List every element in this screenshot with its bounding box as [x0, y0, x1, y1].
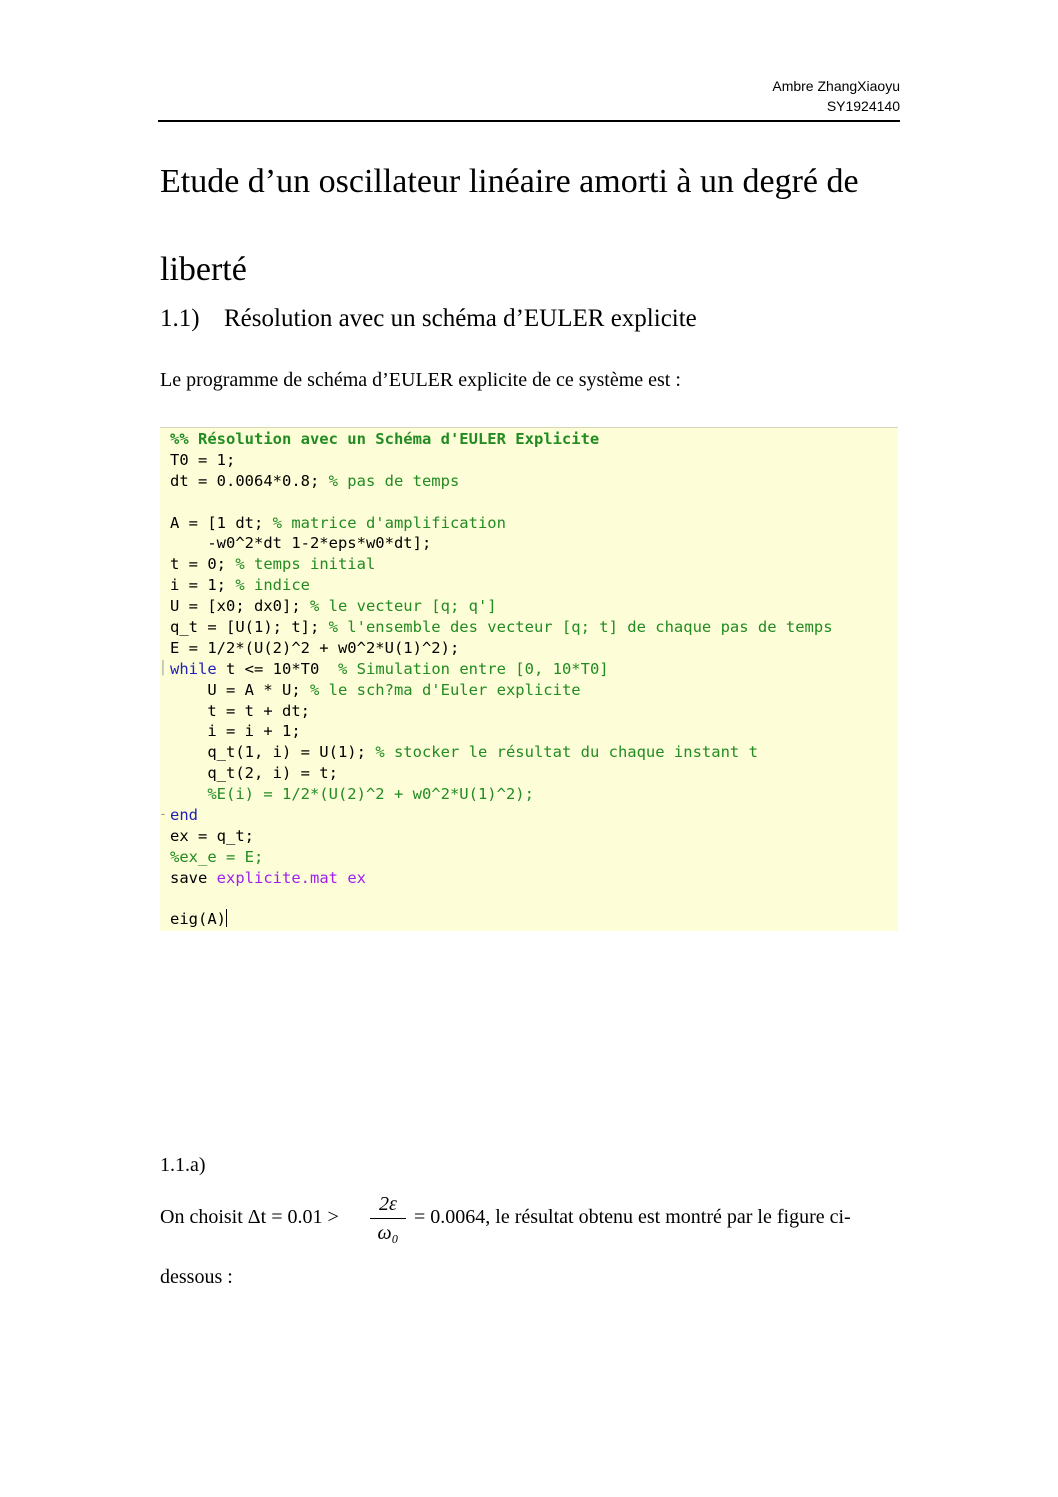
code-token: %E(i) = 1/2*(U(2)^2 + w0^2*U(1)^2); [170, 785, 534, 804]
student-id: SY1924140 [826, 98, 900, 114]
author-name: Ambre ZhangXiaoyu [772, 78, 900, 94]
code-token: i = 1; [170, 576, 236, 595]
code-token: % temps initial [235, 555, 376, 574]
code-token: %% Résolution avec un Schéma d'EULER Explicite [170, 430, 600, 448]
code-token: % l'ensemble des vecteur [q; t] de chaque pas de temps [328, 618, 833, 637]
code-token: ex = q_t; [170, 826, 254, 845]
code-token: % Simulation entre [0, 10*T0] [338, 659, 609, 678]
code-token: E = 1/2*(U(2)^2 + w0^2*U(1)^2); [170, 638, 460, 657]
subsection-label: 1.1.a) [160, 1154, 206, 1176]
document-title: Etude d’un oscillateur linéaire amorti à un degré de liberté [160, 163, 859, 288]
code-line [170, 909, 898, 930]
code-line [170, 492, 898, 513]
code-line [170, 826, 898, 847]
header-rule [158, 120, 900, 122]
code-token: t <= 10*T0 [216, 659, 338, 678]
code-listing [160, 427, 898, 931]
fold-marker-icon: │ [159, 660, 167, 676]
code-token: save [170, 868, 217, 887]
result-paragraph [160, 1192, 900, 1288]
code-line [170, 471, 898, 492]
code-token: t = t + dt; [170, 701, 310, 720]
fraction-denominator: ω₀ [377, 1222, 399, 1244]
fraction-numerator: 2ε [379, 1193, 397, 1215]
code-token: -w0^2*dt 1-2*eps*w0*dt]; [170, 534, 432, 553]
code-line [170, 638, 898, 659]
paragraph-lead: On choisit Δt = 0.01 > [160, 1206, 339, 1228]
code-line [170, 429, 898, 450]
code-line [159, 659, 898, 680]
code-token: eig(A) [170, 910, 226, 929]
code-line [170, 554, 898, 575]
code-token: explicite.mat ex [216, 868, 366, 887]
code-line [170, 847, 898, 868]
code-line [170, 868, 898, 889]
code-token: U = [x0; dx0]; [170, 597, 310, 616]
code-token: % stocker le résultat du chaque instant t [375, 743, 758, 762]
code-token: while [170, 659, 217, 678]
code-line [170, 596, 898, 617]
code-line [170, 575, 898, 596]
section-heading [160, 302, 697, 336]
code-token: q_t(2, i) = t; [170, 764, 338, 783]
code-token: % matrice d'amplification [272, 513, 506, 532]
code-token: dt = 0.0064*0.8; [170, 471, 329, 490]
paragraph-tail: = 0.0064, le résultat obtenu est montré par le figure ci- [414, 1206, 851, 1228]
code-line [170, 680, 898, 701]
code-token: A = [1 dt; [170, 513, 273, 532]
code-line [170, 533, 898, 554]
code-token: i = i + 1; [170, 722, 301, 741]
code-line [170, 889, 898, 910]
fold-marker-icon: - [159, 807, 167, 823]
fraction [368, 1192, 408, 1245]
paragraph-line-2: dessous : [160, 1266, 233, 1288]
code-line [170, 617, 898, 638]
intro-paragraph: Le programme de schéma d’EULER explicite de ce système est : [160, 369, 681, 391]
code-line [170, 513, 898, 534]
code-token: t = 0; [170, 555, 236, 574]
code-token: T0 = 1; [170, 450, 236, 469]
code-token: q_t(1, i) = U(1); [170, 743, 376, 762]
code-line [159, 805, 898, 826]
code-token: U = A * U; [170, 680, 310, 699]
code-line [170, 721, 898, 742]
code-token: % pas de temps [328, 471, 460, 490]
code-line [170, 701, 898, 722]
code-token: end [170, 806, 198, 825]
code-line [170, 450, 898, 471]
code-token: % indice [235, 576, 310, 595]
page-header [772, 76, 900, 116]
code-token: q_t = [U(1); t]; [170, 618, 329, 637]
code-token: % le vecteur [q; q'] [309, 597, 497, 616]
code-line [170, 784, 898, 805]
fraction-bar [370, 1218, 406, 1219]
text-cursor [226, 909, 227, 927]
code-token: % le sch?ma d'Euler explicite [309, 680, 581, 699]
code-token: %ex_e = E; [170, 847, 264, 866]
section-title: Résolution avec un schéma d’EULER explicite [224, 305, 697, 332]
section-number: 1.1) [160, 305, 200, 332]
code-line [170, 742, 898, 763]
code-line [170, 763, 898, 784]
